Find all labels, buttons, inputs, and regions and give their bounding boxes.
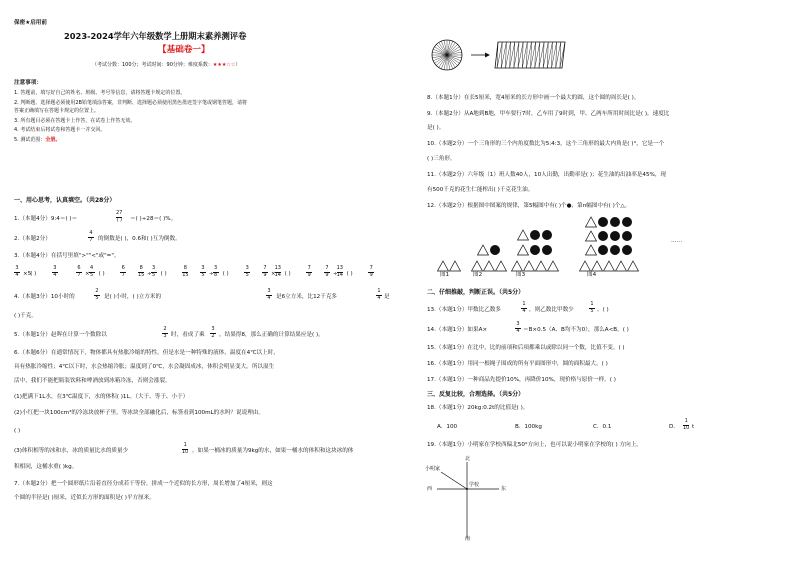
triangle-icon xyxy=(592,261,603,271)
dot-icon xyxy=(598,217,608,227)
q3-fraction xyxy=(244,266,250,278)
triangle-icon xyxy=(548,261,559,271)
frac-num: 4 xyxy=(89,230,93,236)
frac-den: 4 xyxy=(522,307,526,314)
frac-num: 3 xyxy=(15,265,19,271)
q18-option-c: C．0.1 xyxy=(593,424,612,430)
frac-den: 14 xyxy=(274,271,281,278)
q13-text: 13.（本题1分）甲数比乙数多 xyxy=(427,307,501,313)
dot-icon xyxy=(490,245,500,255)
q12-text: 12.（本题2分）根据图中图案的规律，第5幅图中有( )个●，第n幅图中有( )个△。 xyxy=(427,203,631,209)
q3-fraction xyxy=(138,266,144,278)
frac-num: 7 xyxy=(369,265,373,271)
compass-north: 北 xyxy=(465,456,471,462)
q6-part2: (2)小红把一块100cm³的冷冻块放杯子里，等冰块全部融化后，标签看到100mL的水吗？说说理由。 xyxy=(14,410,264,416)
q3-operator: ÷ xyxy=(333,271,338,277)
frac-num: 13 xyxy=(336,265,343,271)
q18-option-d-unit: t xyxy=(692,424,695,430)
dot-icon xyxy=(610,231,620,241)
triangle-icon xyxy=(586,245,597,255)
scope-label: 5. 测试范围： xyxy=(14,137,46,143)
frac-den: 14 xyxy=(336,271,343,278)
q1-fraction xyxy=(116,211,122,223)
note-2: 2. 判断题、选择题必须使用2B铅笔填涂答案，非判断、选择题必须使用黑色墨迹签字笔或钢笔答题，请将 xyxy=(14,100,247,106)
frac-num: 3 xyxy=(245,265,249,271)
frac-num: 3 xyxy=(516,321,520,327)
frac-den: 8 xyxy=(214,271,218,278)
frac-num: 8 xyxy=(139,265,143,271)
left-column xyxy=(12,0,392,562)
dot-icon xyxy=(622,217,632,227)
q3-fraction xyxy=(200,266,206,278)
note-4: 4. 考试结束后将试卷和答题卡一并交回。 xyxy=(14,127,106,133)
frac-num: 6 xyxy=(121,265,125,271)
fig-label-3: 图3 xyxy=(516,272,526,278)
q3-fraction xyxy=(14,266,20,278)
triangle-icon xyxy=(472,261,483,271)
scope xyxy=(14,137,60,144)
triangle-icon xyxy=(628,261,639,271)
q8-text: 8.（本题1分）在长5厘米，宽4厘米的长方形中画一个最大的圆，这个圆的周长是( )。 xyxy=(427,95,640,101)
frac-num: 7 xyxy=(307,265,311,271)
frac-num: 3 xyxy=(201,265,205,271)
arrow-head-icon xyxy=(485,53,490,58)
q3-fraction xyxy=(182,266,188,278)
frac-num: 27 xyxy=(116,210,123,216)
q3-fraction xyxy=(337,266,343,278)
frac-den: 5 xyxy=(152,271,156,278)
frac-num: 1 xyxy=(522,301,526,307)
frac-den: 10 xyxy=(683,424,690,431)
q14-tail: ＝B×0.5（A、B均不为0），那么A<B。( ) xyxy=(523,327,629,333)
triangle-icon xyxy=(586,217,597,227)
section-2-heading: 二、仔细推敲，判断正误。（共5分） xyxy=(427,289,525,296)
frac-num: 7 xyxy=(263,265,267,271)
frac-den: 4 xyxy=(377,294,381,301)
frac-num: 3 xyxy=(214,265,218,271)
frac-den: 3 xyxy=(163,332,167,339)
note-1: 1. 答题前，填写好自己的姓名、班级、考号等信息，请将答题卡规定的位置。 xyxy=(14,90,186,96)
frac-den: 4 xyxy=(53,271,57,278)
frac-num: 1 xyxy=(590,301,594,307)
compass-south: 南 xyxy=(465,536,471,542)
q3-operator: × xyxy=(85,271,90,277)
q6-answer-blank: ( ) xyxy=(14,428,21,434)
fig-label-2: 图2 xyxy=(473,272,483,278)
notes-title: 注意事项： xyxy=(14,80,42,86)
difficulty-stars: ★★★☆☆ xyxy=(212,62,236,68)
frac-num: 2 xyxy=(95,288,99,294)
q3-fraction xyxy=(275,266,281,278)
q13-mid: ，则乙数比甲数少 xyxy=(529,307,574,313)
frac-den: 15 xyxy=(138,271,145,278)
q3-fraction xyxy=(76,266,82,278)
q3-operator: ÷ xyxy=(209,271,214,277)
q3-fraction xyxy=(120,266,126,278)
q4-text: 4.（本题3分）10小时的 xyxy=(14,294,75,300)
frac-num: 3 xyxy=(211,326,215,332)
triangle-icon xyxy=(536,261,547,271)
frac-num: 3 xyxy=(267,288,271,294)
frac-num: 1 xyxy=(684,418,688,424)
frac-den: 2 xyxy=(211,332,215,339)
frac-den: 15 xyxy=(182,271,189,278)
dot-icon xyxy=(610,245,620,255)
note-3: 3. 所有题目必须在答题卡上作答，在试卷上作答无效。 xyxy=(14,118,136,124)
frac-den: 9 xyxy=(307,271,311,278)
triangle-icon xyxy=(478,245,489,255)
triangle-icon xyxy=(518,230,529,240)
frac-den: 4 xyxy=(516,327,520,334)
triangle-icon xyxy=(616,261,627,271)
dot-icon xyxy=(530,245,540,255)
q3-fraction xyxy=(368,266,374,278)
q18-option-b: B．100kg xyxy=(515,424,542,430)
q6-part3-tail: 。如果一桶冰的质量为9kg的水，如果一桶水的体积和这块冰的体 xyxy=(192,448,354,454)
q4-fraction-b xyxy=(266,289,272,301)
triangle-icon xyxy=(496,261,507,271)
q4-mid2: 是6立方米，比12千克多 xyxy=(276,294,338,300)
frac-den: 5 xyxy=(95,294,99,301)
q7-line2: 个圆的半径是( )厘米，近似长方形的面积是( )平方厘米。 xyxy=(14,495,155,501)
q3-answer-blank: ( ) xyxy=(222,271,229,277)
right-column xyxy=(417,0,794,562)
q3-fraction xyxy=(306,266,312,278)
page-title: 2023-2024学年六年级数学上册期末素养测评卷 xyxy=(64,31,247,41)
q10-line2: ( )三角形。 xyxy=(427,156,456,162)
q3-fraction xyxy=(151,266,157,278)
fig-label-4: 图4 xyxy=(587,272,597,278)
frac-num: 1 xyxy=(183,442,187,448)
q6-part3: (3)体积相等的冰和水，冰的质量比水的质量少 xyxy=(14,448,129,454)
frac-num: 6 xyxy=(77,265,81,271)
q4-end: 是 xyxy=(384,294,390,300)
q17-text: 17.（本题1分）一种商品先提价10%，再降价10%，现价格与原价一样。( ) xyxy=(427,377,616,383)
q5-text: 5.（本题1分）赵晖在计算一个数除以 xyxy=(14,332,107,338)
note-2b: 答案正确填写在答题卡规定的位置上。 xyxy=(14,108,100,114)
circle-cut-figure xyxy=(429,38,569,72)
q4-fraction-c xyxy=(376,289,382,301)
q19-text: 19.（本题1分）小明家在学校西偏北50°方向上，也可以说小明家在学校的( ) 方向上。 xyxy=(427,442,642,448)
q3-fraction xyxy=(262,266,268,278)
approx-rectangle xyxy=(495,42,565,68)
triangle-icon xyxy=(580,261,591,271)
q3-answer-blank: ( ) xyxy=(284,271,291,277)
q1-text: 1.（本题4分）9:4＝( )＝ xyxy=(14,216,78,222)
compass-home: 小明家 xyxy=(425,466,441,472)
frac-den: ( ) xyxy=(116,216,122,223)
frac-den: 5 xyxy=(90,271,94,278)
q3-answer-blank: ( ) xyxy=(160,271,167,277)
q2-fraction xyxy=(88,231,94,243)
scope-value: 全册。 xyxy=(45,137,61,143)
q3-fraction xyxy=(52,266,58,278)
dot-icon xyxy=(598,245,608,255)
q18-option-d: D． xyxy=(669,424,679,430)
frac-num: 2 xyxy=(163,326,167,332)
frac-den: 5 xyxy=(245,271,249,278)
frac-den: 7 xyxy=(121,271,125,278)
q2-text: 2.（本题2分） xyxy=(14,236,51,242)
compass-west: 西 xyxy=(427,486,433,492)
q2-tail: 的倒数是( )，0.6和( )互为倒数。 xyxy=(98,236,181,242)
q4-tail: ( )千克。 xyxy=(14,313,37,319)
q3-answer-blank: ( ) xyxy=(346,271,353,277)
q3-fraction xyxy=(89,266,95,278)
sectored-circle xyxy=(432,40,462,70)
exam-meta xyxy=(92,62,240,69)
secret-label: 保密★启用前 xyxy=(14,20,47,26)
frac-den: 7 xyxy=(89,236,93,243)
frac-den: 4 xyxy=(267,294,271,301)
compass-east: 东 xyxy=(501,486,507,492)
q3-answer-blank: ( ) xyxy=(30,271,37,277)
frac-den: 4 xyxy=(15,271,19,278)
q3-answer-blank: ( ) xyxy=(98,271,105,277)
triangle-icon xyxy=(512,261,523,271)
q15-text: 15.（本题1分）在比中，比的前项和后项都乘以或除以同一个数，比值不变。( ) xyxy=(427,345,625,351)
frac-den: 7 xyxy=(77,271,81,278)
dot-icon xyxy=(622,231,632,241)
q11-line2: 有500千克的花生仁能榨出( )千克花生油。 xyxy=(427,187,534,193)
q3-operator: ÷ xyxy=(147,271,152,277)
direction-line xyxy=(441,472,467,489)
q3-operator: × xyxy=(271,271,276,277)
q18-text: 18.（本题1分）20kg:0.2t的比值是( )。 xyxy=(427,405,529,411)
frac-den: 9 xyxy=(369,271,373,278)
q6-fraction xyxy=(182,443,188,455)
q3-fraction xyxy=(213,266,219,278)
pattern-figure xyxy=(431,218,701,278)
q11-text: 11.（本题2分）六年级（1）班人数40人，10人出勤，出勤率是( )；花生油的出油率是45%，现 xyxy=(427,172,667,178)
q6-line3: 活中，我们不能把瓶装饮料和啤酒放到冰箱冷冻，否则会涨裂。 xyxy=(14,378,171,384)
q3-fraction xyxy=(324,266,330,278)
q10-text: 10.（本题2分）一个三角形的三个内角度数比为5:4:3，这个三角形的最大内角是( )°，它是一个 xyxy=(427,141,665,147)
frac-den: 10 xyxy=(182,448,189,455)
fig-label-1: 图1 xyxy=(440,272,450,278)
frac-den: 5 xyxy=(201,271,205,278)
triangle-icon xyxy=(586,231,597,241)
subtitle: 【基础卷一】 xyxy=(158,45,210,55)
q1-tail: ＝( )÷28＝( )%。 xyxy=(130,216,177,222)
q5-mid: 时，看成了乘 xyxy=(171,332,205,338)
q14-fraction xyxy=(515,322,521,334)
section-1-heading: 一、用心思考，认真填空。（共28分） xyxy=(14,197,116,204)
q5-fraction-b xyxy=(210,327,216,339)
compass-school: 学校 xyxy=(469,482,480,488)
exam-meta-end: ） xyxy=(235,62,241,68)
q13-fraction-b xyxy=(589,302,595,314)
q5-fraction-a xyxy=(162,327,168,339)
frac-num: 1 xyxy=(377,288,381,294)
triangle-icon xyxy=(438,261,449,271)
frac-den: 5 xyxy=(590,307,594,314)
frac-num: 8 xyxy=(183,265,187,271)
q3-operator: ×5 xyxy=(23,271,32,277)
q18-option-a: A．100 xyxy=(437,424,458,430)
q3-text: 3.（本题4分）在括号里填">""<"或"="。 xyxy=(14,253,120,259)
dot-icon xyxy=(542,230,552,240)
pattern-ellipsis: …… xyxy=(671,238,683,244)
frac-num: 3 xyxy=(152,265,156,271)
triangle-icon xyxy=(484,261,495,271)
q13-fraction-a xyxy=(521,302,527,314)
triangle-icon xyxy=(604,261,615,271)
frac-num: 7 xyxy=(325,265,329,271)
section-3-heading: 三、反复比较，合理选择。（共5分） xyxy=(427,391,525,398)
q9-line2: 是( )。 xyxy=(427,125,445,131)
triangle-icon xyxy=(518,245,529,255)
q14-text: 14.（本题1分）如果A× xyxy=(427,327,488,333)
frac-num: 4 xyxy=(90,265,94,271)
frac-num: 3 xyxy=(53,265,57,271)
triangle-icon xyxy=(524,261,535,271)
q7-text: 7.（本题2分）把一个圆形纸片沿着直径分成若干等份，拼成一个近似的长方形，周长增加了4厘米，则这 xyxy=(14,481,273,487)
dot-icon xyxy=(610,217,620,227)
q4-fraction-a xyxy=(94,289,100,301)
frac-den: 9 xyxy=(263,271,267,278)
dot-icon xyxy=(542,245,552,255)
dot-icon xyxy=(622,245,632,255)
exam-meta-text: （考试分数：100分；考试时间：90分钟；难度系数： xyxy=(92,62,213,68)
frac-den: 9 xyxy=(325,271,329,278)
triangle-icon xyxy=(450,261,461,271)
dot-icon xyxy=(598,231,608,241)
q4-mid: 是( )小时，( )立方米的 xyxy=(104,294,162,300)
q18-fraction-d xyxy=(683,419,689,431)
q16-text: 16.（本题1分）用同一根绳子围成的所有平面图形中，圆的面积最大。( ) xyxy=(427,361,608,367)
q6-text: 6.（本题6分）在通常情况下，物体都具有热胀冷缩的特性。但是水是一种特殊的液体，温度在4℃以上时， xyxy=(14,350,279,356)
q6-part3-end: 积相同，这桶水重( )kg。 xyxy=(14,464,78,470)
q9-text: 9.（本题2分）从A地到B地，甲车要行7时，乙车用了9时到，甲、乙两车所用时间比是( )，速度比 xyxy=(427,111,670,117)
q13-tail: 。( ) xyxy=(597,307,609,313)
q5-tail: ，结果得8，那么正确的计算结果应是( )。 xyxy=(219,332,324,338)
dot-icon xyxy=(530,230,540,240)
q6-line2: 具有热胀冷缩性；4℃以下时，水会热缩冷胀；温度到了0℃，水会凝固成冰，体积会明显变大。所以湿生 xyxy=(14,364,275,370)
q6-part1: (1)把满下1L水，在3℃温度下，水的体积( )1L。（大于、等于、小于） xyxy=(14,394,189,400)
frac-num: 13 xyxy=(274,265,281,271)
